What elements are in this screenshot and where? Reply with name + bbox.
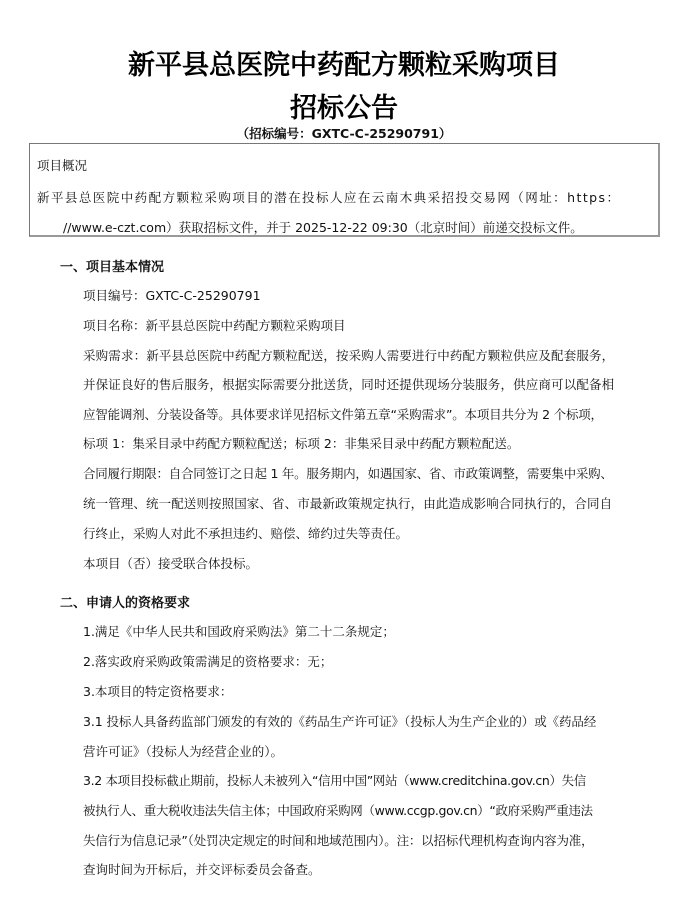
overview-heading: 项目概况 — [37, 158, 88, 173]
section1-line: 本项目（否）接受联合体投标。 — [83, 556, 259, 571]
section1-heading: 一、项目基本情况 — [60, 260, 165, 275]
section2-line: 3.2 本项目投标截止期前，投标人未被列入“信用中国”网站（www.creditchina.gov.cn）失信 — [83, 773, 586, 788]
overview-text-line1: 新平县总医院中药配方颗粒采购项目的潜在投标人应在云南木典采招投交易网（网址：https： — [37, 190, 621, 205]
section1-line: 统一管理、统一配送则按照国家、省、市最新政策规定执行，由此造成影响合同执行的，合同自 — [83, 496, 613, 511]
section2-heading: 二、申请人的资格要求 — [60, 596, 191, 611]
overview-text-line2: //www.e-czt.com）获取招标文件，并于 2025-12-22 09:30（北京时间）前递交投标文件。 — [63, 220, 583, 235]
document-title-line2: 招标公告 — [290, 93, 398, 124]
section1-line: 合同履行期限：自合同签订之日起 1 年。服务期内，如遇国家、省、市政策调整，需要集中采购、 — [83, 466, 613, 481]
section2-line: 失信行为信息记录”（处罚决定规定的时间和地域范围内）。注：以招标代理机构查询内容为准， — [83, 833, 594, 848]
section1-line: 行终止，采购人对此不承担违约、赔偿、缔约过失等责任。 — [83, 526, 409, 541]
section1-line: 应智能调剂、分装设备等。具体要求详见招标文件第五章“采购需求”。本项目共分为 2 个标项， — [83, 407, 603, 422]
section1-line: 并保证良好的售后服务，根据实际需要分批送货，同时还提供现场分装服务，供应商可以配备相 — [83, 377, 615, 392]
section2-line: 3.1 投标人具备药监部门颁发的有效的《药品生产许可证》（投标人为生产企业的）或《药品经 — [83, 714, 597, 729]
section2-line: 3.本项目的特定资格要求： — [83, 684, 233, 699]
section1-line: 项目名称：新平县总医院中药配方颗粒采购项目 — [83, 318, 346, 333]
bid-number: （招标编号：GXTC-C-25290791） — [236, 126, 452, 141]
section2-line: 被执行人、重大税收违法失信主体；中国政府采购网（www.ccgp.gov.cn）“政府采购严重违法 — [83, 803, 593, 818]
section1-line: 标项 1：集采目录中药配方颗粒配送；标项 2：非集采目录中药配方颗粒配送。 — [83, 436, 520, 451]
section2-line: 1.满足《中华人民共和国政府采购法》第二十二条规定； — [83, 624, 395, 639]
section2-line: 2.落实政府采购政策需满足的资格要求：无； — [83, 654, 333, 669]
section2-line: 营许可证》（投标人为经营企业的）。 — [83, 744, 284, 759]
document-title-line1: 新平县总医院中药配方颗粒采购项目 — [128, 50, 560, 81]
section2-line: 查询时间为开标后，并交评标委员会备查。 — [83, 862, 321, 877]
section1-line: 采购需求：新平县总医院中药配方颗粒配送，按采购人需要进行中药配方颗粒供应及配套服务， — [83, 348, 615, 363]
section1-line: 项目编号：GXTC-C-25290791 — [83, 288, 261, 303]
